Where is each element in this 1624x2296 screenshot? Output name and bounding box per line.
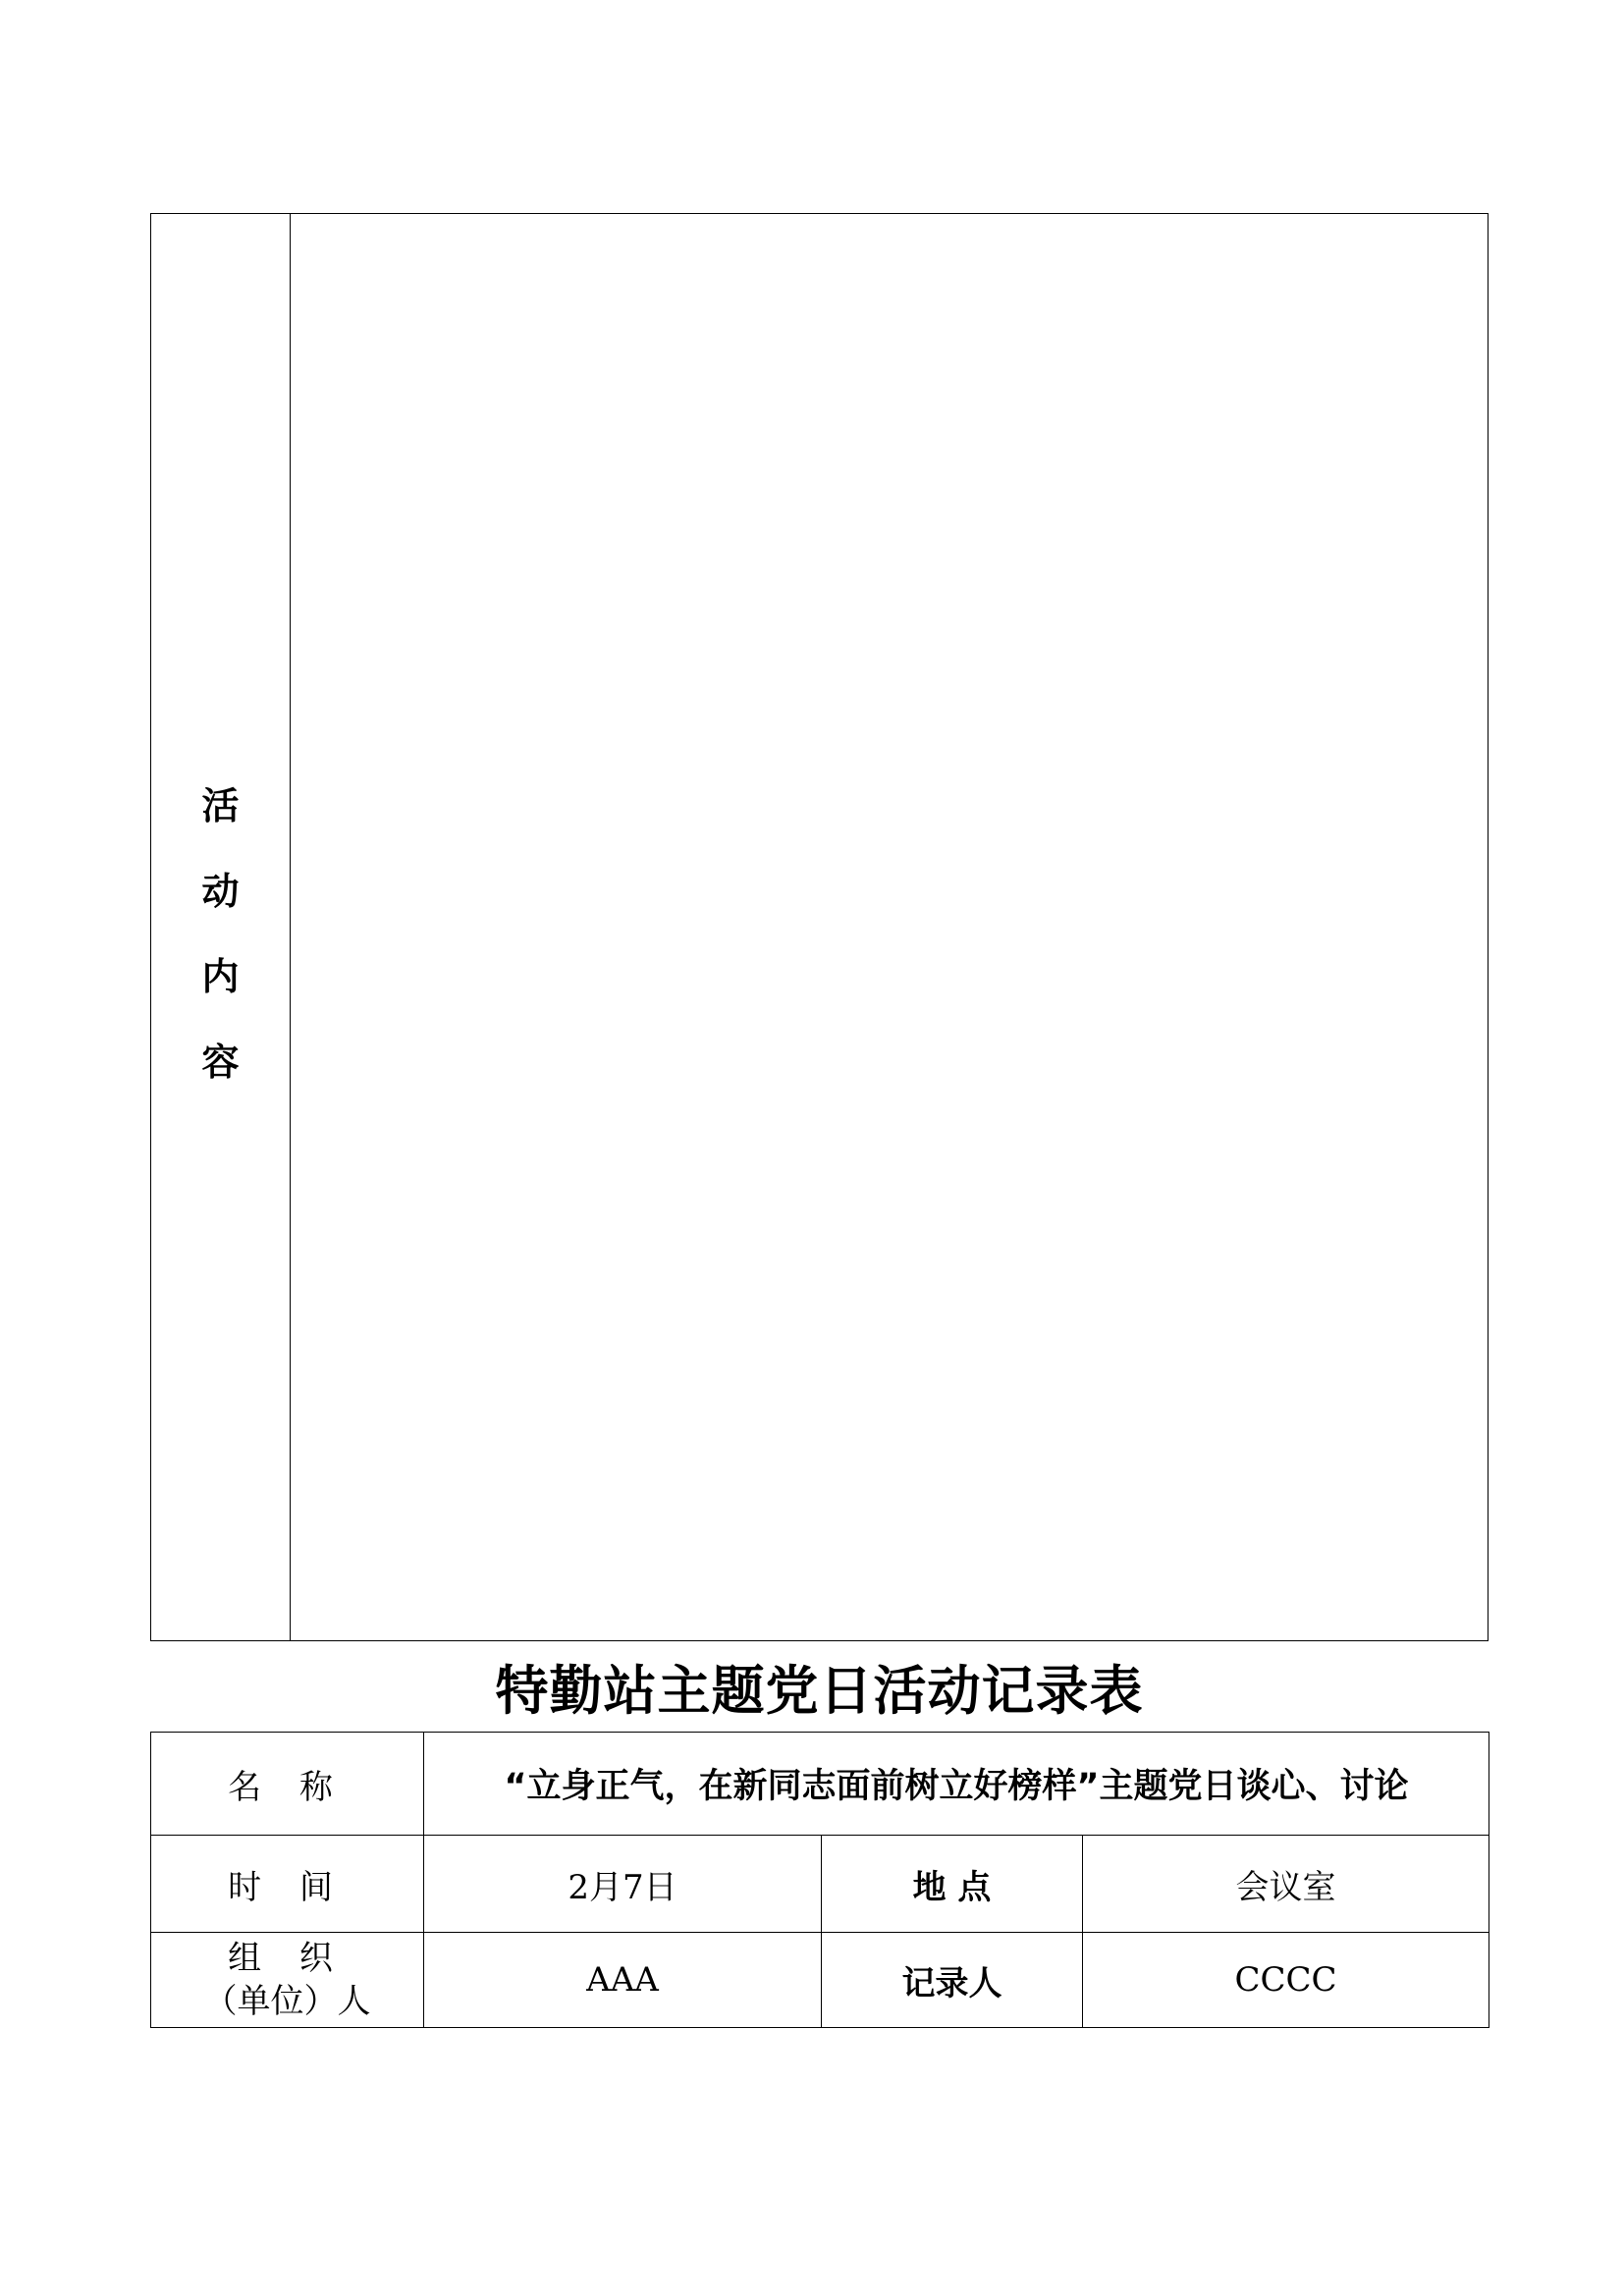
- table-row: [151, 1933, 1489, 2028]
- record-table: [150, 1732, 1489, 2028]
- activity-content-area[interactable]: [291, 214, 1488, 1640]
- organizer-value[interactable]: AAA: [424, 1933, 822, 2028]
- time-value[interactable]: 2月7日: [424, 1836, 822, 1933]
- activity-label-char-4: 容: [201, 1041, 240, 1084]
- activity-label-char-1: 活: [201, 784, 240, 828]
- name-label: 名 称: [151, 1733, 424, 1836]
- activity-label-char-3: 内: [201, 955, 240, 998]
- organizer-label: [151, 1933, 424, 2028]
- location-label: 地 点: [822, 1836, 1083, 1933]
- activity-content-label: [151, 214, 291, 1640]
- location-value[interactable]: 会议室: [1083, 1836, 1489, 1933]
- activity-content-section: [150, 213, 1489, 1641]
- organizer-label-line1: 组 织: [228, 1939, 347, 1978]
- recorder-label: 记录人: [822, 1933, 1083, 2028]
- page-title: 特勤站主题党日活动记录表: [495, 1660, 1144, 1722]
- table-row: [151, 1836, 1489, 1933]
- table-row: [151, 1733, 1489, 1836]
- time-label: 时 间: [151, 1836, 424, 1933]
- name-value[interactable]: “立身正气，在新同志面前树立好榜样”主题党日谈心、讨论: [424, 1733, 1489, 1836]
- organizer-label-line2: （单位）人: [203, 1982, 371, 2021]
- recorder-value[interactable]: CCCC: [1083, 1933, 1489, 2028]
- activity-label-char-2: 动: [201, 870, 240, 913]
